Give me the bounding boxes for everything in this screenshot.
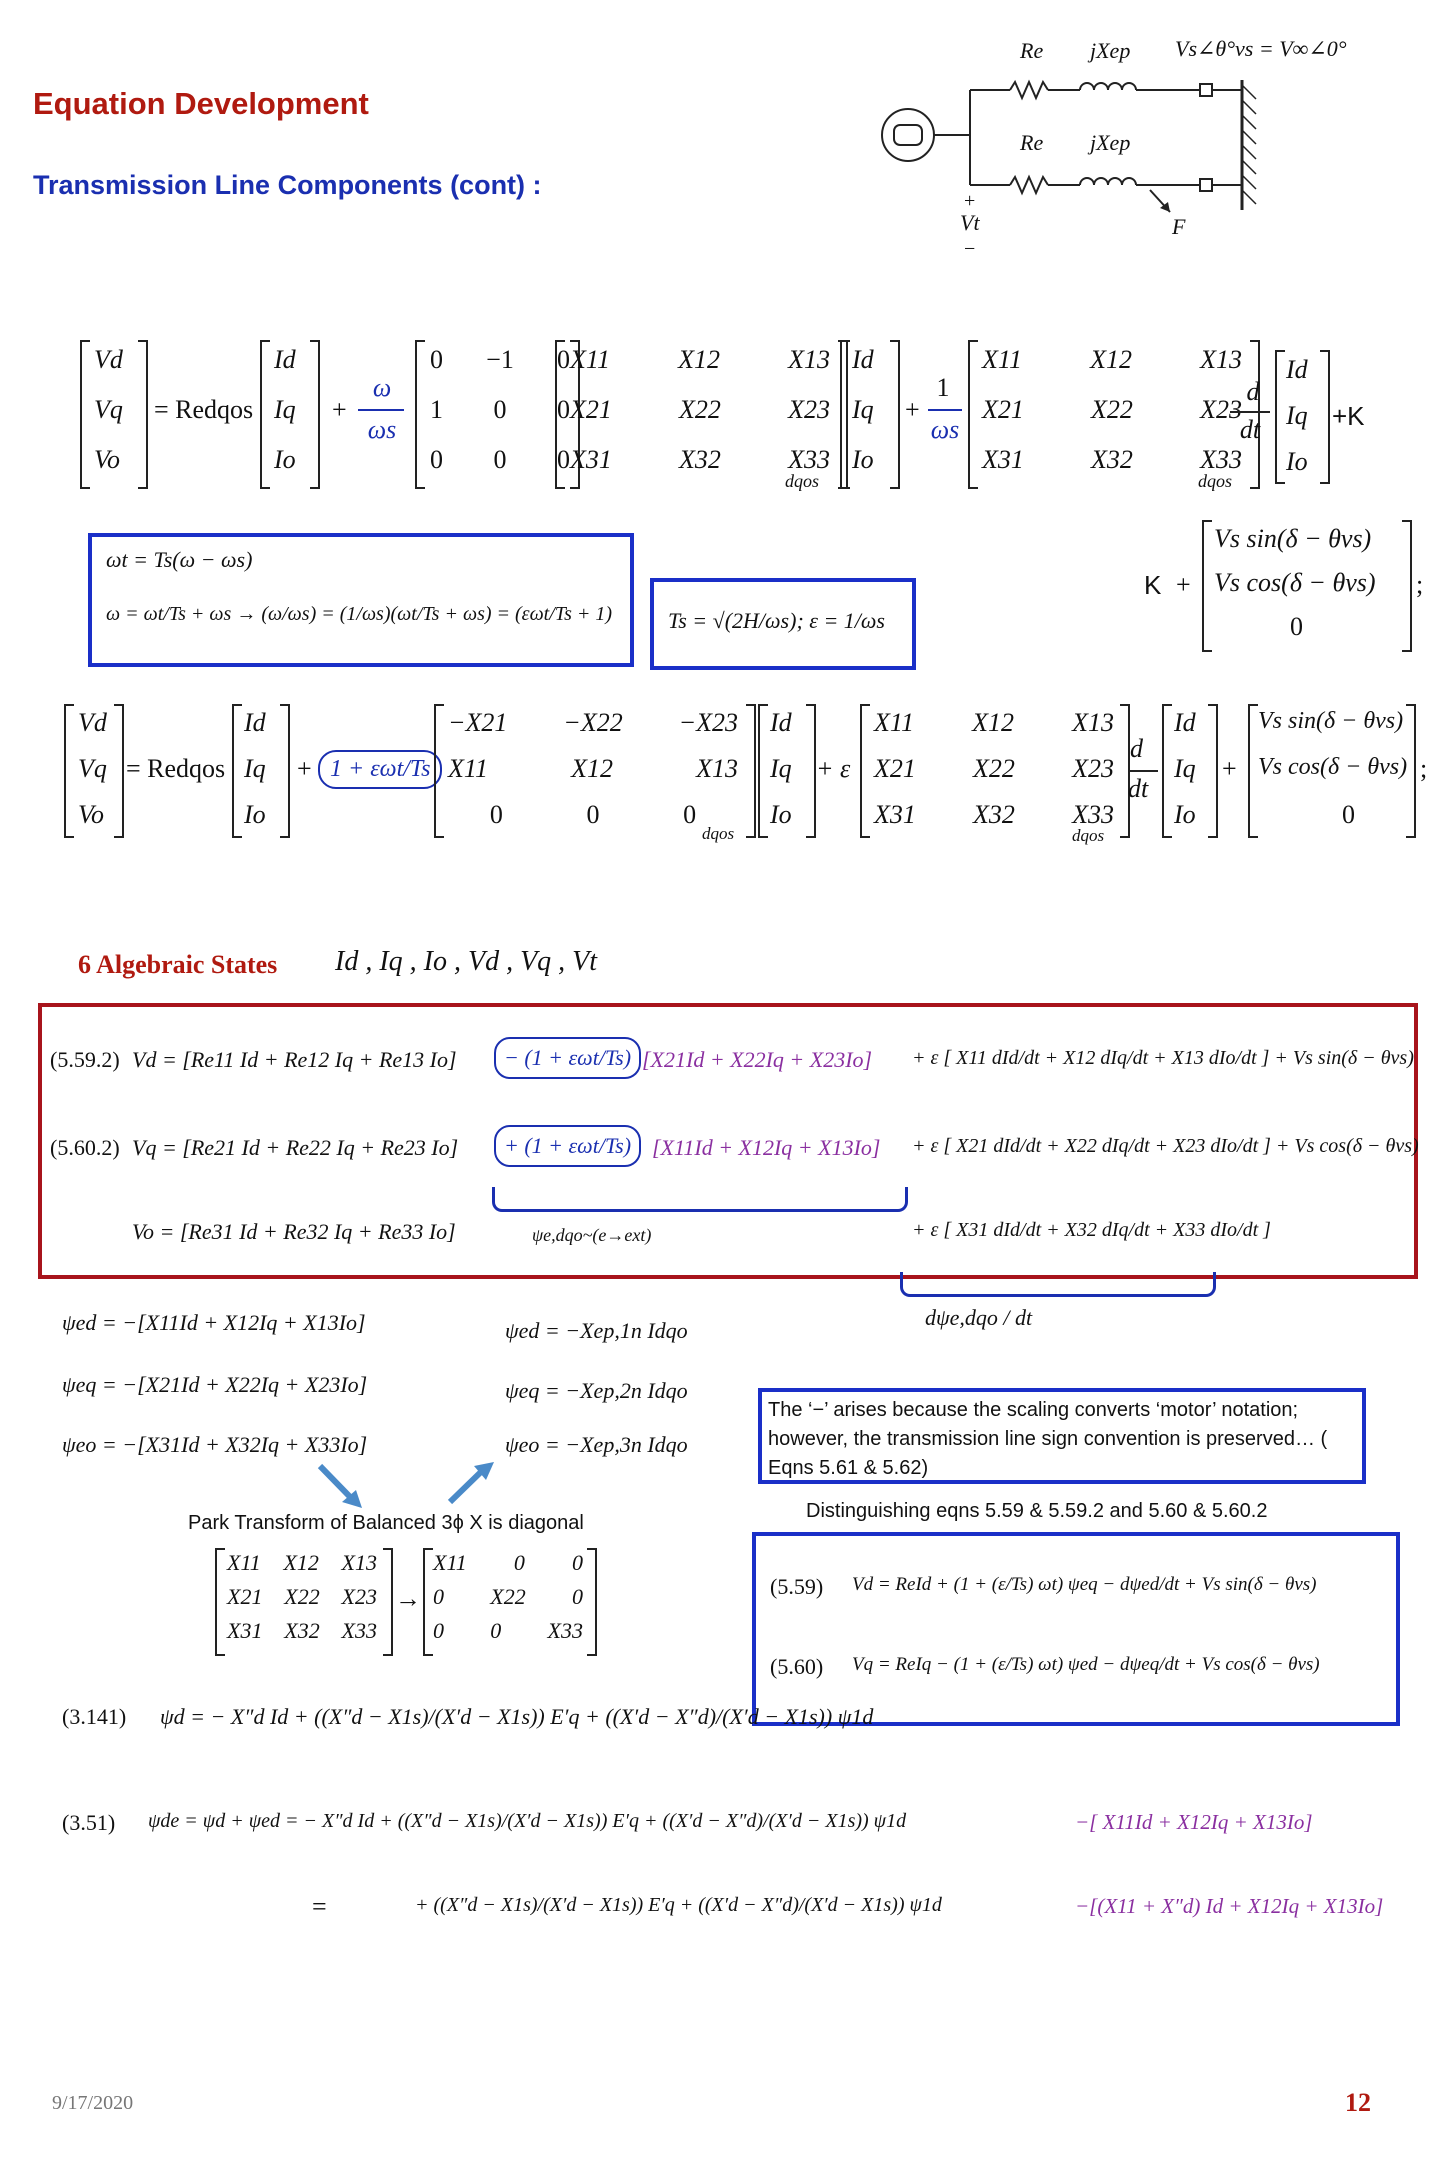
park-cell: 0 (490, 1618, 502, 1643)
algebraic-heading: 6 Algebraic States (78, 950, 278, 979)
park-cell: 0 (571, 1584, 583, 1609)
eq-5592-lhs: Vd = [Re11 Id + Re12 Iq + Re13 Io] (132, 1047, 457, 1072)
psi-eq-def: ψeq = −[X21Id + X22Iq + X23Io] (62, 1372, 368, 1397)
eq-559-tag: (5.59) (770, 1574, 824, 1599)
x-cell: X32 (973, 800, 1015, 829)
psi-brace (492, 1187, 908, 1212)
cur-io: Io (1174, 800, 1196, 829)
rot-cell: 0 (493, 395, 507, 424)
rot-cell: 0 (493, 445, 507, 474)
neg-cell: X13 (696, 754, 738, 783)
terminal-label: Vt (960, 210, 980, 235)
circuit-diagram (880, 30, 1350, 270)
rot-cell: 0 (557, 445, 570, 474)
algebraic-states: Id , Iq , Io , Vd , Vq , Vt (335, 946, 598, 977)
rot-cell: 0 (557, 395, 570, 424)
cur-id: Id (244, 708, 266, 737)
k-row-3: 0 (1290, 612, 1303, 641)
cur-iq: Iq (1174, 754, 1196, 783)
cur-iq: Iq (1286, 401, 1308, 430)
inductor-lower-icon (1080, 178, 1136, 185)
park-cell: X33 (341, 1618, 377, 1643)
resistor-lower-icon (1010, 177, 1048, 193)
park-cell: 0 (433, 1584, 444, 1609)
park-cell: X23 (341, 1584, 377, 1609)
eq-vo-tail: + ε [ X31 dId/dt + X32 dIq/dt + X33 dIo/dt ] (912, 1219, 1271, 1241)
dqos-sub-2: dqos (1198, 471, 1233, 491)
terminal-minus: − (964, 238, 976, 260)
x-cell: X21 (874, 754, 916, 783)
eq-560-tag: (5.60) (770, 1654, 824, 1679)
cur-io: Io (852, 445, 874, 474)
park-cell: X22 (490, 1584, 526, 1609)
omega-line1: ωt = Ts(ω − ωs) (106, 547, 253, 572)
x-cell: X12 (1090, 345, 1132, 374)
x-cell: X11 (570, 345, 610, 374)
fault-label: F (1172, 214, 1186, 239)
lhs-vd: Vd (94, 345, 123, 374)
eq-3141-tag: (3.141) (62, 1704, 127, 1729)
eq-5592-factor: − (1 + εωt/Ts) (494, 1037, 641, 1079)
ts-box (650, 578, 916, 670)
x-cell: X11 (982, 345, 1022, 374)
one-den: ωs (930, 415, 960, 444)
eq-5602-bracket: [X11Id + X12Iq + X13Io] (652, 1135, 881, 1160)
generator-icon (882, 109, 934, 161)
eq-351-tag: (3.51) (62, 1810, 116, 1835)
eq-559: Vd = ReId + (1 + (ε/Ts) ωt) ψeq − dψed/dt + Vs sin(δ − θvs) (852, 1574, 1317, 1595)
park-cell: X13 (341, 1550, 377, 1575)
cur-id: Id (274, 345, 296, 374)
x-cell: X31 (570, 445, 612, 474)
cur-id: Id (1174, 708, 1196, 737)
second-equation: Vd Vq Vo = Redqos Id Iq Io + 1 + εωt/Ts −X21 −X22 −X23 X11 X12 X13 0 0 0 dqos Id Iq Io + ε X11 X12 X13 X21 X22 X23 X31 X32 X33 dqos d dt Id Iq Io + Vs sin(δ − θvs) Vs cos(δ − θvs) 0 ; (62, 700, 1440, 845)
cur-io: Io (274, 445, 296, 474)
page-number: 12 (1345, 2088, 1371, 2117)
park-cell: 0 (433, 1618, 444, 1643)
rot-cell: 1 (430, 395, 443, 424)
distinguish-box (752, 1532, 1400, 1726)
note-box (758, 1388, 1366, 1484)
plus-eps: + ε (816, 754, 851, 783)
x-cell: X23 (788, 395, 830, 424)
eq-351-line2: + ((X″d − X1s)/(X′d − X1s)) E′q + ((X′d − X″d)/(X′d − X1s)) ψ1d (415, 1894, 942, 1916)
x-cell: X31 (982, 445, 1024, 474)
park-arrows (300, 1462, 520, 1512)
eq-5602-factor: + (1 + εωt/Ts) (494, 1125, 641, 1167)
x-cell: X33 (788, 445, 830, 474)
k-row-2: Vs cos(δ − θvs) (1214, 568, 1376, 597)
eq-5592-bracket: [X21Id + X22Iq + X23Io] (642, 1047, 873, 1072)
lhs-vo: Vo (94, 445, 120, 474)
dpsi-brace (900, 1272, 1216, 1297)
dqos-sub-4: dqos (1072, 826, 1105, 845)
x-cell: X22 (1091, 395, 1133, 424)
resistor-upper-icon (1010, 82, 1048, 98)
lhs-vq: Vq (94, 395, 123, 424)
page-title: Equation Development (33, 86, 369, 121)
omega-den: ωs (367, 415, 397, 444)
psi-eq-short: ψeq = −Xep,2n Idqo (505, 1378, 688, 1403)
park-caption: Park Transform of Balanced 3ϕ X is diagonal (188, 1512, 584, 1534)
park-cell: X11 (433, 1550, 467, 1575)
omega-line2: ω = ωt/Ts + ωs → (ω/ωs) = (1/ωs)(ωt/Ts + ωs) = (εωt/Ts + 1) (106, 603, 613, 625)
psi-ed-def: ψed = −[X11Id + X12Iq + X13Io] (62, 1310, 366, 1335)
reactance-label-lower: jXep (1090, 130, 1131, 155)
cur-io: Io (1286, 447, 1308, 476)
rot-matrix (430, 345, 570, 495)
x-cell: X31 (874, 800, 916, 829)
k2-row-1: Vs sin(δ − θvs) (1258, 708, 1404, 734)
k-tail: ; (1416, 570, 1424, 599)
neg-matrix (448, 708, 738, 846)
k-definition: K + Vs sin(δ − θvs) Vs cos(δ − θvs) 0 ; (1140, 520, 1440, 655)
x-cell: X32 (1091, 445, 1133, 474)
park-cell: X12 (283, 1550, 319, 1575)
neg-cell: −X23 (678, 708, 738, 737)
cur-iq: Iq (852, 395, 874, 424)
eq-5602-tag: (5.60.2) (50, 1135, 120, 1160)
park-diag-matrix (433, 1550, 583, 1652)
factor-term: 1 + εωt/Ts (318, 750, 442, 789)
rot-cell: 0 (556, 345, 570, 374)
k2-tail: ; (1420, 754, 1428, 783)
cur-id: Id (1286, 355, 1308, 384)
park-cell: X33 (547, 1618, 583, 1643)
bus-voltage-label: Vs∠θ°vs = V∞∠0° (1175, 36, 1347, 61)
eq-vo-lhs: Vo = [Re31 Id + Re32 Iq + Re33 Io] (132, 1219, 456, 1244)
x-cell: X13 (1200, 345, 1242, 374)
eq-3141: ψd = − X″d Id + ((X″d − X1s)/(X′d − X1s)) E′q + ((X′d − X″d)/(X′d − X1s)) ψ1d (160, 1704, 874, 1729)
cur-iq: Iq (244, 754, 266, 783)
dqos-sub: dqos (785, 471, 820, 491)
neg-cell: −X22 (563, 708, 623, 737)
inductor-upper-icon (1080, 83, 1136, 90)
neg-cell: −X21 (448, 708, 508, 737)
park-cell: 0 (513, 1550, 525, 1575)
cur-io: Io (244, 800, 266, 829)
algebraic-box (38, 1003, 1418, 1279)
neg-cell: X11 (448, 754, 488, 783)
x-cell: X12 (678, 345, 720, 374)
x-cell: X23 (1072, 754, 1114, 783)
x-cell: X23 (1200, 395, 1242, 424)
x-cell: X11 (874, 708, 914, 737)
note-text: The ‘−’ arises because the scaling converts ‘motor’ notation; however, the transmission line sign convention is preserved… ( Eqns 5.61 & 5.62) (768, 1399, 1328, 1479)
lhs-vq: Vq (78, 754, 107, 783)
dqos-sub-3: dqos (702, 824, 735, 843)
x-cell: X22 (973, 754, 1015, 783)
eq-5602-lhs: Vq = [Re21 Id + Re22 Iq + Re23 Io] (132, 1135, 459, 1160)
dpsi-label: dψe,dqo / dt (925, 1305, 1033, 1330)
resistor-label-lower: Re (1020, 130, 1044, 155)
eq-5602-tail: + ε [ X21 dId/dt + X22 dIq/dt + X23 dIo/dt ] + Vs cos(δ − θvs) (912, 1135, 1419, 1157)
cur-id: Id (770, 708, 792, 737)
eq-351-equals: = (312, 1892, 327, 1921)
page-subtitle: Transmission Line Components (cont) : (33, 170, 542, 200)
r-label: = Redqos (154, 395, 254, 424)
one-num: 1 (936, 373, 950, 402)
x-cell: X21 (982, 395, 1024, 424)
r-label-2: = Redqos (126, 754, 226, 783)
neg-cell: X12 (571, 754, 613, 783)
reactance-label-upper: jXep (1090, 38, 1131, 63)
rot-cell: 0 (430, 445, 443, 474)
park-cell: X31 (227, 1618, 263, 1643)
park-cell: X22 (284, 1584, 320, 1609)
cur-io: Io (770, 800, 792, 829)
k2-row-3: 0 (1342, 800, 1355, 829)
park-cell: X32 (284, 1618, 320, 1643)
omega-box (88, 533, 634, 667)
park-cell: X21 (227, 1584, 263, 1609)
x-cell: X12 (972, 708, 1014, 737)
x-cell: X21 (570, 395, 612, 424)
park-cell: 0 (572, 1550, 583, 1575)
ts-text: Ts = √(2H/ωs); ε = 1/ωs (668, 608, 885, 633)
psi-eo-short: ψeo = −Xep,3n Idqo (505, 1432, 688, 1457)
park-arrow: → (395, 1584, 421, 1613)
terminal-plus: + (964, 190, 976, 212)
x-cell: X22 (679, 395, 721, 424)
omega-num: ω (372, 373, 392, 402)
d-num: d (1246, 377, 1260, 406)
rot-cell: 0 (430, 345, 443, 374)
psi-eo-def: ψeo = −[X31Id + X32Iq + X33Io] (62, 1432, 368, 1457)
eq-351-bracket1: −[ X11Id + X12Iq + X13Io] (1075, 1810, 1313, 1834)
arrow-up-icon (450, 1468, 485, 1502)
plus-k: +K (1332, 401, 1365, 431)
footer-date: 9/17/2020 (52, 2092, 134, 2114)
x-cell: X13 (788, 345, 830, 374)
x-cell: X13 (1072, 708, 1114, 737)
main-equation: Vd Vq Vo = Redqos Id Iq Io + ω ωs 0 −1 0 1 0 0 0 0 0 X11 X12 X13 X21 X22 X23 X31 X32 X33 dqos Id Iq Io + 1 ωs X11 X12 X13 X21 X22 X23 X31 X32 X33 dqos d dt Id Iq Io +K (70, 335, 1440, 500)
k-row-1: Vs sin(δ − θvs) (1214, 524, 1372, 553)
lhs-vo: Vo (78, 800, 104, 829)
psi-label: ψe,dqo~(e→ext) (532, 1225, 652, 1245)
eq-560: Vq = ReIq − (1 + (ε/Ts) ωt) ψed − dψeq/dt + Vs cos(δ − θvs) (852, 1654, 1320, 1675)
rot-cell: −1 (486, 345, 514, 374)
neg-cell: 0 (586, 800, 600, 829)
resistor-label-upper: Re (1020, 38, 1044, 63)
cur-iq: Iq (274, 395, 296, 424)
eq-351-line1: ψde = ψd + ψed = − X″d Id + ((X″d − X1s)/(X′d − X1s)) E′q + ((X′d − X″d)/(X′d − X1s)) ψ1d (148, 1810, 907, 1832)
eq-5592-tag: (5.59.2) (50, 1047, 120, 1072)
dt-den: dt (1239, 415, 1261, 444)
neg-cell: 0 (489, 800, 503, 829)
eq-351-bracket2: −[(X11 + X″d) Id + X12Iq + X13Io] (1075, 1894, 1384, 1918)
park-cell: X11 (227, 1550, 261, 1575)
k2-row-2: Vs cos(δ − θvs) (1258, 754, 1408, 780)
park-full-matrix (227, 1550, 377, 1652)
neg-cell: 0 (683, 800, 697, 829)
x-cell: X33 (1072, 800, 1114, 829)
x-cell: X33 (1200, 445, 1242, 474)
k-label: K (1144, 570, 1162, 600)
psi-ed-short: ψed = −Xep,1n Idqo (505, 1318, 688, 1343)
x-cell: X32 (679, 445, 721, 474)
cur-iq: Iq (770, 754, 792, 783)
park-matrices (215, 1548, 735, 1658)
distinguish-caption: Distinguishing eqns 5.59 & 5.59.2 and 5.60 & 5.60.2 (806, 1500, 1268, 1522)
cur-id: Id (852, 345, 874, 374)
eq-5592-tail: + ε [ X11 dId/dt + X12 dIq/dt + X13 dIo/dt ] + Vs sin(δ − θvs) (912, 1047, 1414, 1069)
lhs-vd: Vd (78, 708, 107, 737)
